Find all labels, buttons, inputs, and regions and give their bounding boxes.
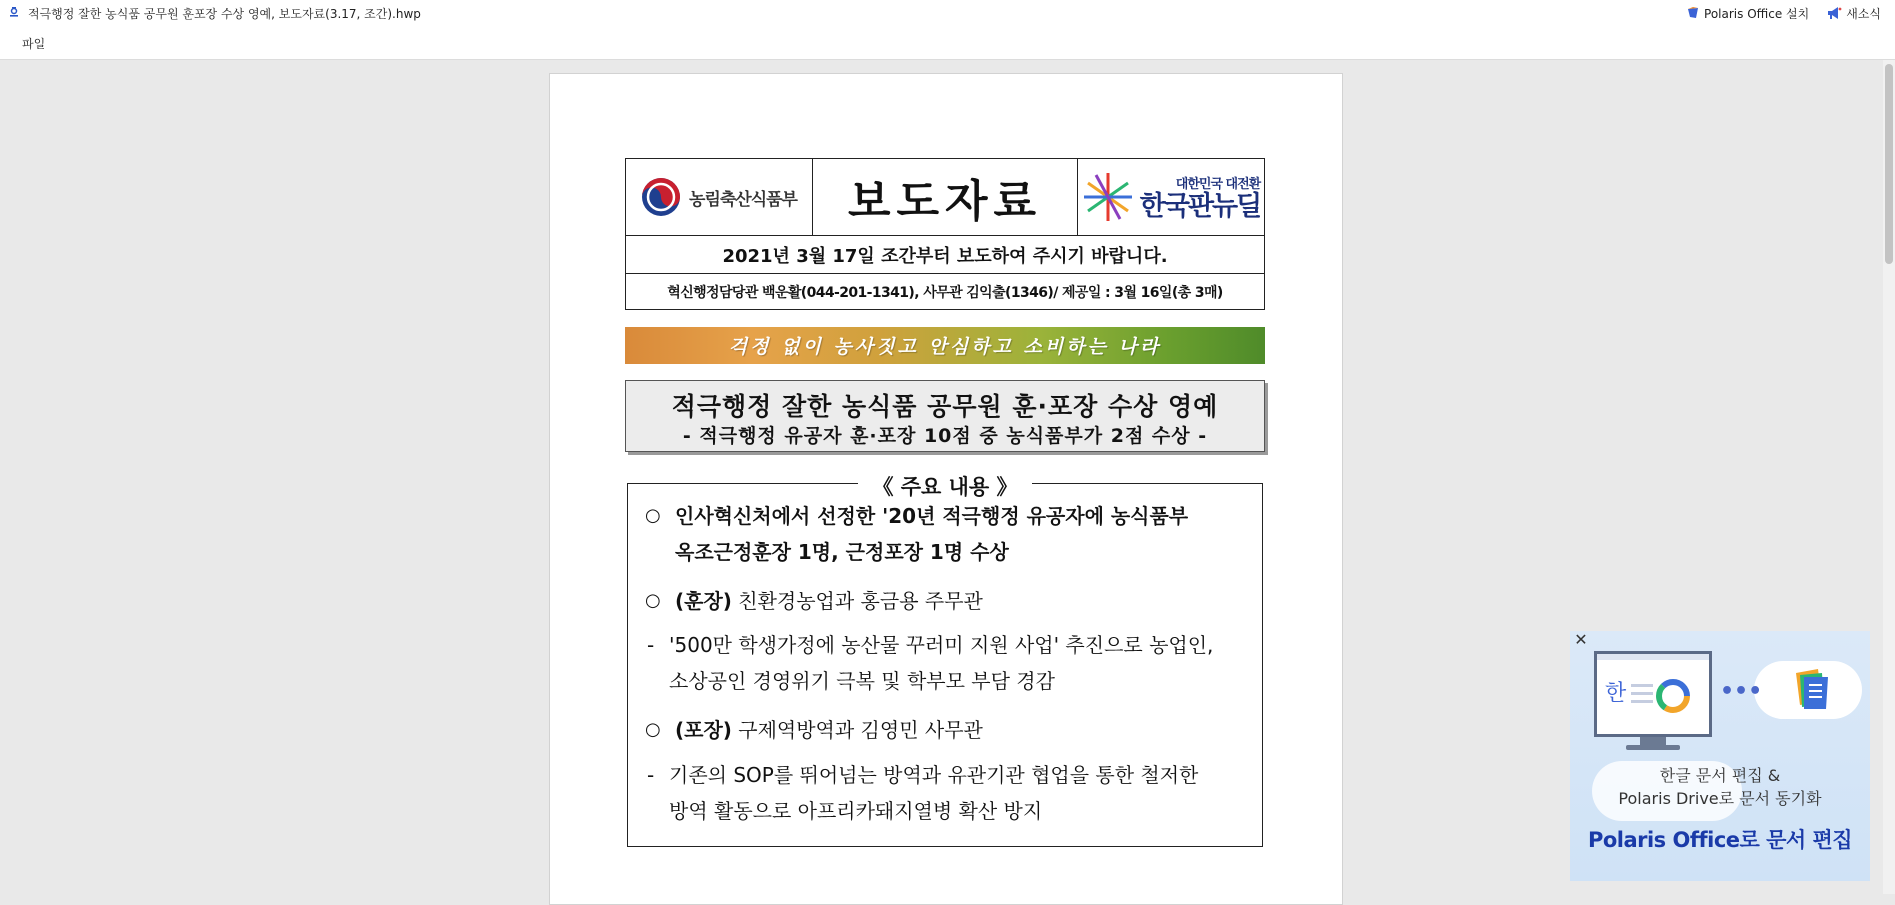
- ad-line-1: 한글 문서 편집 &: [1659, 766, 1781, 785]
- bullet-circle: ○: [645, 505, 661, 526]
- ad-line-2: Polaris Drive로 문서 동기화: [1618, 789, 1822, 808]
- press-release-header: [625, 158, 1265, 310]
- header-top-row: [626, 159, 1264, 236]
- ad-line-3: Polaris Office로 문서 편집: [1587, 828, 1853, 852]
- summary-title-text: 《 주요 내용 》: [858, 475, 1031, 499]
- new-deal-text: [1140, 173, 1260, 222]
- ministry-logo: [626, 159, 813, 235]
- dash-mark: -: [647, 763, 655, 787]
- embargo-row: [626, 236, 1264, 274]
- ministry-name: 농림축산식품부: [689, 189, 797, 210]
- new-deal-subtitle: 대한민국 대전환: [1175, 176, 1261, 192]
- headline-sub: - 적극행정 유공자 훈·포장 10점 중 농식품부가 2점 수상 -: [682, 425, 1208, 447]
- headline-box: [625, 380, 1265, 452]
- megaphone-icon: [1827, 6, 1842, 20]
- window-title: 적극행정 잘한 농식품 공무원 훈포장 수상 영예, 보도자료(3.17, 조간).hwp: [28, 6, 421, 21]
- item2-dash-line2: 소상공인 경영위기 극복 및 학부모 부담 경감: [669, 669, 1055, 693]
- item1-line1: 인사혁신처에서 선정한 '20년 적극행정 유공자에 농식품부: [675, 504, 1189, 528]
- item1-line2: 옥조근정훈장 1명, 근정포장 1명 수상: [675, 540, 1009, 564]
- new-deal-title: 한국판뉴딜: [1139, 190, 1261, 222]
- dash-mark: -: [647, 633, 655, 657]
- item2-tag: (훈장): [675, 589, 732, 613]
- svg-text:한: 한: [1605, 681, 1627, 706]
- item2-dash-line1: '500만 학생가정에 농산물 꾸러미 지원 사업' 추진으로 농업인,: [669, 633, 1214, 657]
- ad-close-icon[interactable]: ✕: [1574, 631, 1588, 649]
- headline-main: 적극행정 잘한 농식품 공무원 훈·포장 수상 영예: [671, 392, 1219, 421]
- korean-new-deal-logo: [1078, 159, 1264, 235]
- item3-dash-line2: 방역 활동으로 아프리카돼지열병 확산 방지: [669, 799, 1043, 823]
- slogan-banner: [625, 327, 1265, 364]
- slogan-text: 걱정 없이 농사짓고 안심하고 소비하는 나라: [728, 336, 1162, 358]
- bullet-circle: ○: [645, 719, 661, 740]
- document-page: [549, 73, 1343, 905]
- news-label: 새소식: [1846, 6, 1881, 21]
- monitor-graphic-icon: [1594, 651, 1712, 737]
- scrollbar-thumb[interactable]: [1885, 64, 1893, 264]
- doc-type-label: 보도자료: [847, 176, 1042, 227]
- ellipsis-icon: •••: [1720, 679, 1763, 704]
- new-deal-burst-icon: [1082, 169, 1134, 225]
- news-button[interactable]: [1827, 5, 1881, 22]
- menu-file[interactable]: 파일: [22, 37, 46, 51]
- menu-bar: [0, 26, 1895, 60]
- contact-text: 혁신행정담당관 백운활(044-201-1341), 사무관 김익출(1346)/ 제공일 : 3월 16일(총 3매): [667, 284, 1223, 301]
- polaris-logo-icon: [1686, 6, 1700, 20]
- install-polaris-label: Polaris Office 설치: [1704, 6, 1810, 21]
- title-bar: [0, 0, 1895, 26]
- bullet-circle: ○: [645, 590, 661, 611]
- item3-tag: (포장): [675, 718, 732, 742]
- embargo-text: 2021년 3월 17일 조간부터 보도하여 주시기 바랍니다.: [722, 245, 1168, 267]
- taegeuk-emblem-icon: [641, 177, 681, 217]
- doc-type-title: [813, 159, 1078, 235]
- monitor-base: [1626, 745, 1680, 750]
- vertical-scrollbar[interactable]: [1883, 60, 1895, 894]
- polaris-ad-panel[interactable]: [1570, 631, 1870, 881]
- item2-text: 친환경농업과 홍금용 주무관: [731, 589, 983, 613]
- item3-text: 구제역방역과 김영민 사무관: [731, 718, 983, 742]
- summary-title: [625, 471, 1265, 501]
- polaris-drive-docs-icon: [1788, 667, 1834, 711]
- contact-row: [626, 274, 1264, 309]
- install-polaris-button[interactable]: [1686, 5, 1809, 22]
- hwp-app-icon: [6, 5, 22, 21]
- item3-dash-line1: 기존의 SOP를 뛰어넘는 방역과 유관기관 협업을 통한 철저한: [669, 763, 1199, 787]
